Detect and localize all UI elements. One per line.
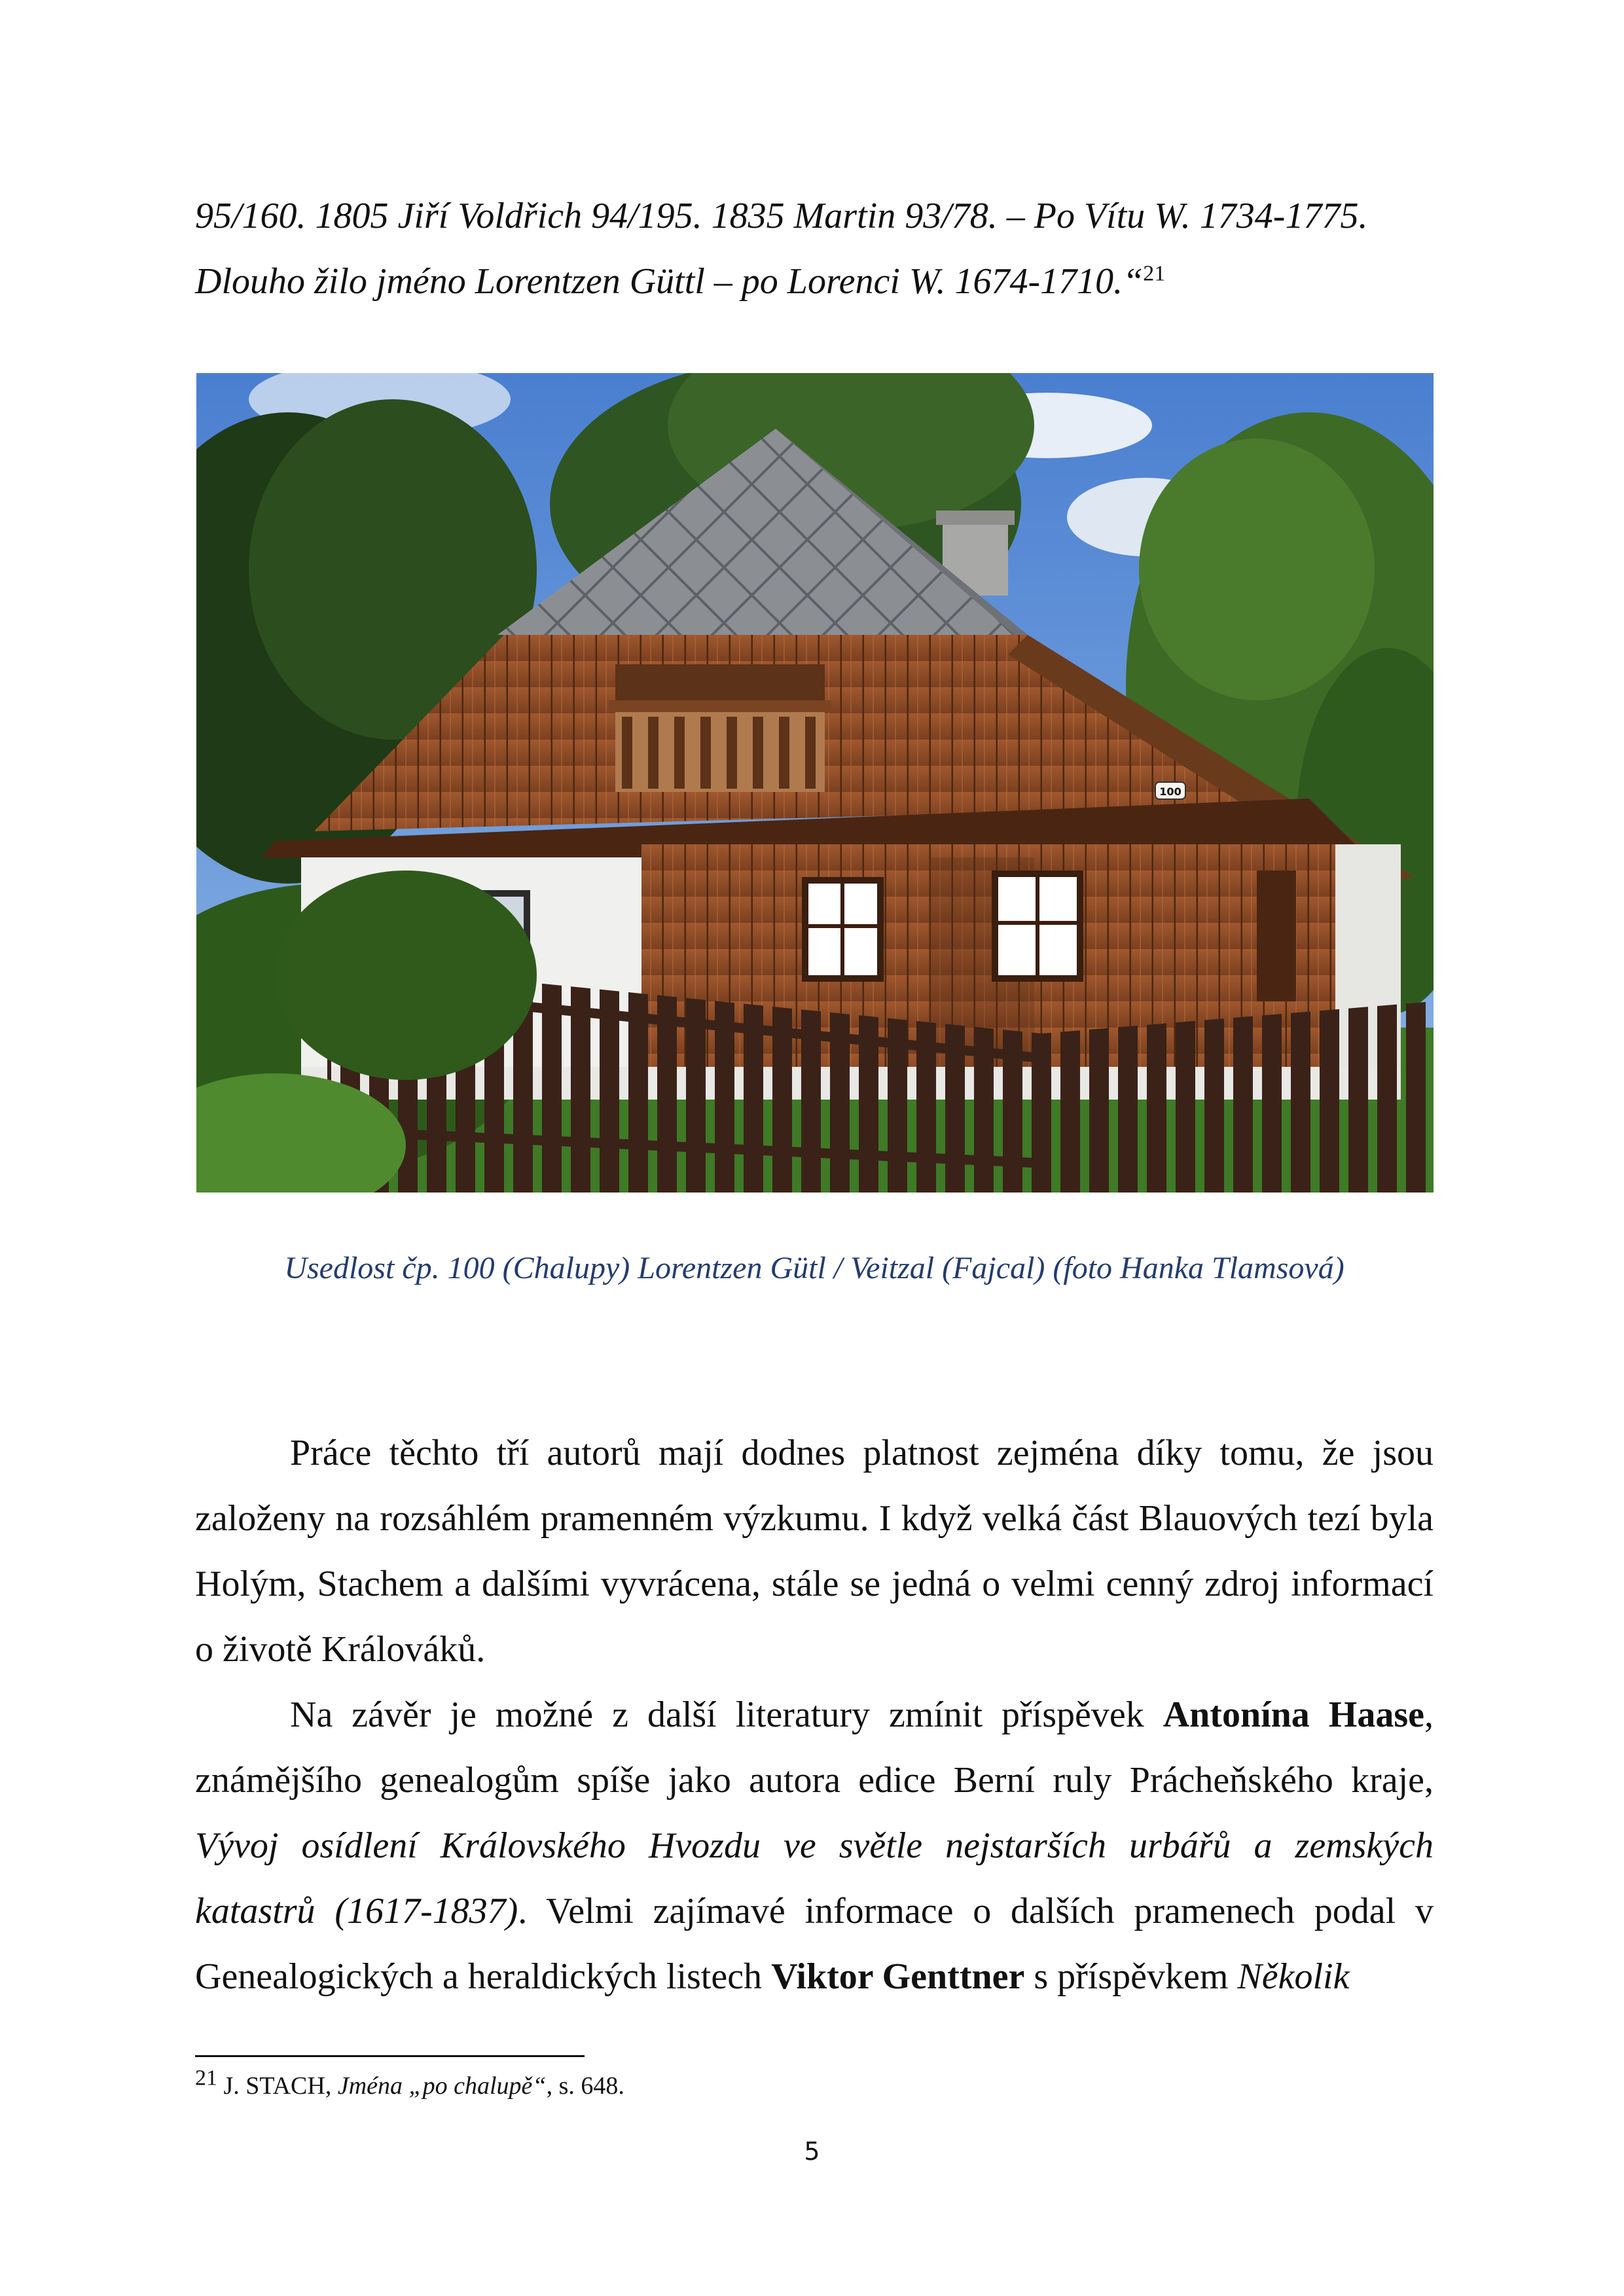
footnote-21 [195, 2066, 624, 2100]
paragraph-1: Práce těchto tří autorů mají dodnes platnost zejména díky tomu, že jsou založeny na rozsáhlém pramenném výzkumu. I když velká část Blauových tezí byla Holým, Stachem a dalšími vyvrácena, stále se jedná o velmi cenný zdroj informací o životě Králováků. [195, 1433, 1434, 1670]
quoted-text [195, 183, 1434, 314]
footnote-separator [195, 2055, 585, 2057]
quote-line-2 [195, 249, 1434, 314]
p2-text-1: Na závěr je možné z další literatury zmínit příspěvek [290, 1695, 1163, 1735]
quote-line-1: 95/160. 1805 Jiří Voldřich 94/195. 1835 Martin 93/78. – Po Vítu W. 1734-1775. [195, 196, 1368, 236]
window-middle [802, 877, 884, 982]
p2-text-3: . Velmi zajímavé informace o dalších pramenech podal v Genealogických a heraldických listech [195, 1891, 1434, 1997]
house-photo [196, 373, 1434, 1193]
page-number: 5 [804, 2137, 820, 2166]
p2-author-haase: Antonína Haase [1163, 1695, 1424, 1735]
footnote-number: 21 [195, 2066, 217, 2090]
figure-caption: Usedlost čp. 100 (Chalupy) Lorentzen Gütl / Veitzal (Fajcal) (foto Hanka Tlamsová) [284, 1251, 1344, 1285]
footnote-author: J. STACH, [217, 2072, 338, 2100]
house-photo-illustration [196, 373, 1434, 1193]
p2-text-2: , známějšího genealogům spíše jako autora edice Berní ruly Prácheňského kraje, [195, 1695, 1434, 1801]
footnote-title: Jména „po chalupě“ [337, 2072, 547, 2100]
window-right [992, 870, 1083, 982]
p2-author-genttner: Viktor Genttner [771, 1956, 1025, 1997]
p2-title-vyvoj: Vývoj osídlení Královského Hvozdu ve světle nejstarších urbářů a zemských katastrů (1617-1837) [195, 1825, 1434, 1931]
paragraph-2 [195, 1682, 1434, 2009]
p2-title-nekolik: Několik [1237, 1956, 1350, 1997]
quote-line-2-text: Dlouho žilo jméno Lorentzen Güttl – po Lorenci W. 1674-1710.“ [195, 261, 1144, 302]
p2-text-4: s příspěvkem [1024, 1956, 1238, 1997]
body-text [195, 1420, 1434, 2009]
footnote-rest: , s. 648. [546, 2072, 624, 2100]
house-number-text: 100 [1159, 785, 1182, 798]
footnote-reference[interactable]: 21 [1143, 261, 1166, 286]
